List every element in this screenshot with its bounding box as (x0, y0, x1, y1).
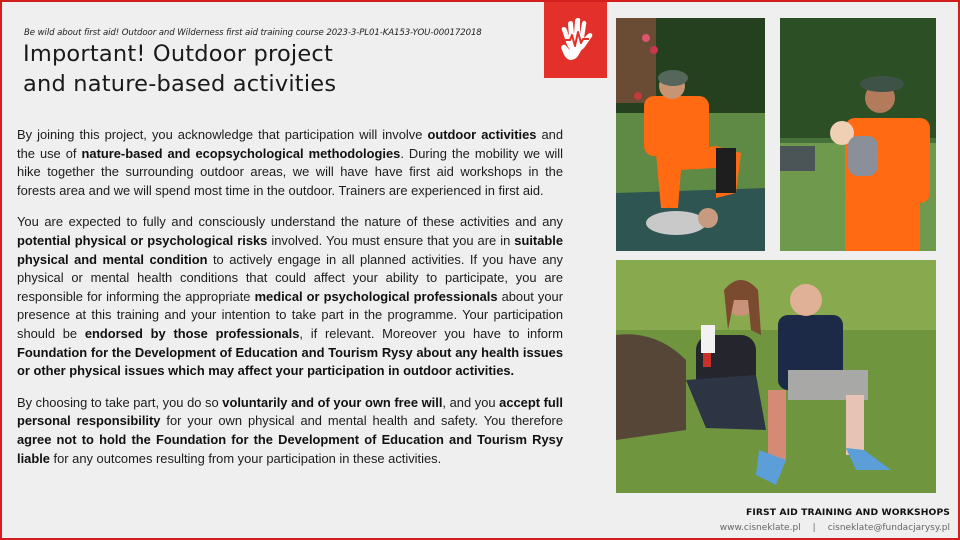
paragraph-responsibility (17, 394, 563, 468)
emphasis: suitable physical and mental condition (17, 232, 563, 267)
text: for your own physical and mental health and safety. You therefore (160, 413, 563, 429)
footer-contact (720, 523, 950, 533)
emphasis: potential physical or psychological risks (17, 232, 268, 248)
emphasis: medical or psychological professionals (254, 288, 498, 304)
text: to actively engage in all planned activities. If you have any physical or mental health conditions that could affect your ability to participate, you are responsible for informing the appropriate (17, 251, 563, 304)
photo-participants-moulage (616, 260, 936, 493)
paragraph-risks (17, 213, 563, 380)
first-aid-hands-heartbeat-icon (556, 16, 596, 62)
logo (544, 0, 607, 78)
text: , if relevant. Moreover you have to inform (299, 325, 563, 341)
emphasis: voluntarily and of your own free will (222, 394, 443, 410)
photo-trainer-cpr (616, 18, 765, 251)
text: involved. You must ensure that you are in (267, 232, 515, 248)
footer-title: FIRST AID TRAINING AND WORKSHOPS (745, 507, 950, 518)
emphasis: outdoor activities (427, 127, 537, 142)
body-text (17, 126, 563, 481)
title-line-1: Important! Outdoor project (23, 41, 334, 67)
website-link[interactable]: www.cisneklate.pl (719, 523, 801, 533)
text: , and you (442, 394, 500, 410)
text: about your presence at this training and your intention to take part in the programme. Your participation should be (17, 288, 564, 341)
text: . During the mobility we will hike together the surrounding outdoor areas, we will have have first aid workshops in the forests area and we will spend most time in the outdoor. Trainers are experienced in first aid. (17, 145, 563, 198)
emphasis: Foundation for the Development of Education and Tourism Rysy about any health issues or other physical issues which may affect your participation in outdoor activities. (17, 344, 563, 379)
text: By joining this project, you acknowledge that participation will involve (17, 127, 428, 142)
email-link[interactable]: cisneklate@fundacjarysy.pl (827, 523, 950, 533)
emphasis: nature-based and ecopsychological methodologies (81, 145, 401, 161)
emphasis: endorsed by those professionals (84, 325, 300, 341)
text: for any outcomes resulting from your participation in these activities. (49, 450, 442, 466)
page-title (23, 39, 336, 99)
emphasis: accept full personal responsibility (17, 394, 563, 429)
text: By choosing to take part, you do so (17, 394, 223, 410)
text: You are expected to fully and consciously understand the nature of these activities and any (17, 214, 563, 230)
text: and the use of (17, 127, 564, 161)
separator: | (812, 523, 816, 533)
emphasis: agree not to hold the Foundation for the Development of Education and Tourism Rysy liable (17, 431, 563, 466)
title-line-2: and nature-based activities (23, 71, 337, 97)
course-subtitle: Be wild about first aid! Outdoor and Wilderness first aid training course 2023-3-PL01-KA153-YOU-000172018 (24, 28, 482, 38)
photo-trainer-infant (780, 18, 936, 251)
paragraph-outdoor-activities (17, 126, 563, 200)
